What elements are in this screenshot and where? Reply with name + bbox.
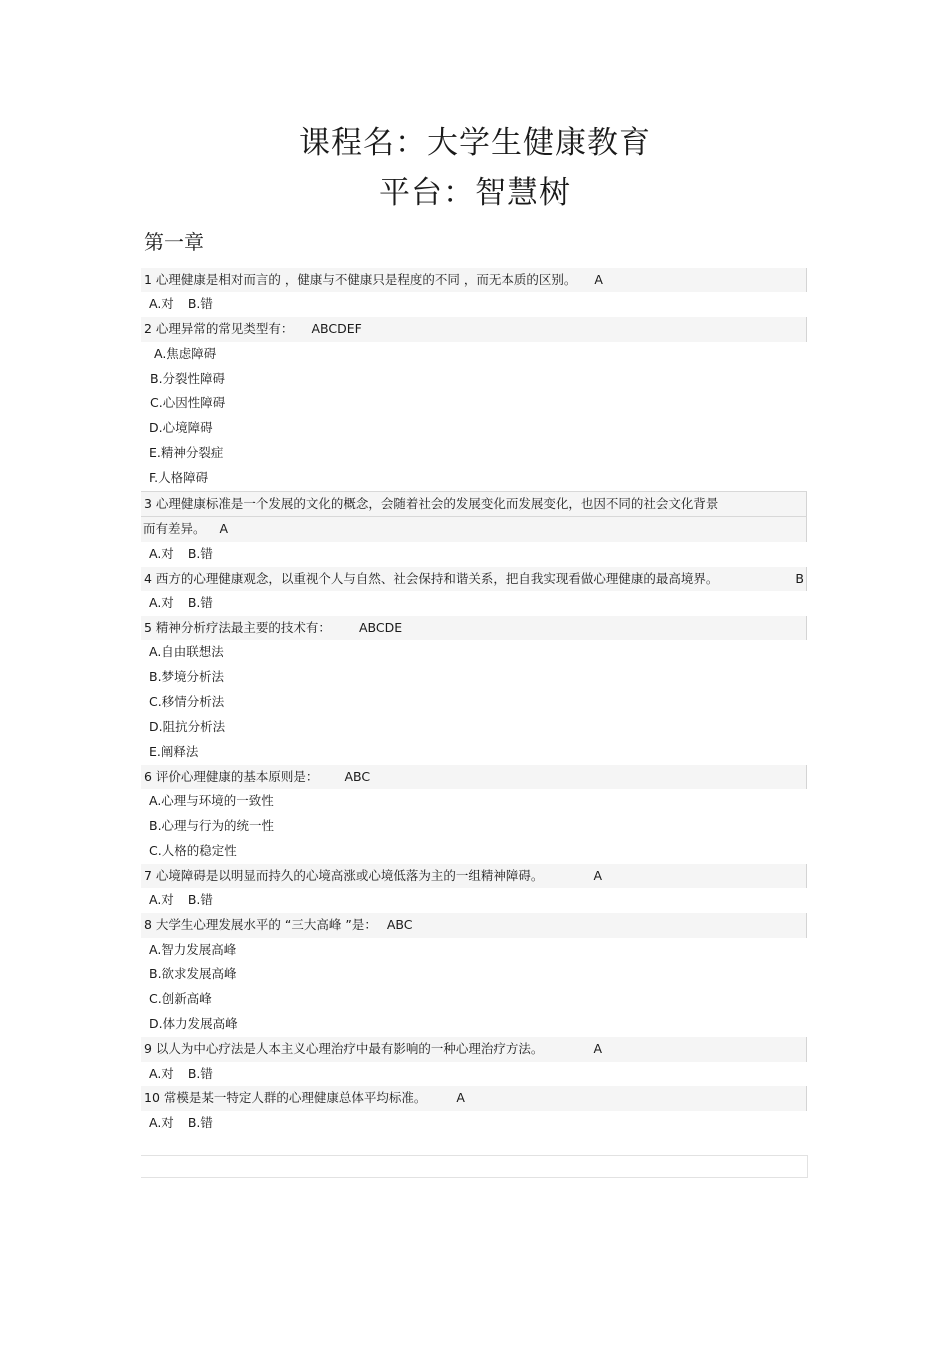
- question-10: [141, 1086, 807, 1110]
- option: C.人格的稳定性: [149, 842, 237, 858]
- option: B.错: [187, 1065, 213, 1081]
- option: A.心理与环境的一致性: [149, 793, 274, 809]
- course-title: 课程名：大学生健康教育: [299, 125, 651, 161]
- answer: A: [456, 1090, 465, 1106]
- question-2: [141, 317, 807, 341]
- question-5: [141, 616, 807, 640]
- option: B.错: [187, 545, 213, 561]
- option: B.错: [187, 296, 213, 312]
- answer: ABCDE: [358, 619, 403, 635]
- option: B.欲求发展高峰: [149, 966, 237, 982]
- option: A.对: [149, 892, 174, 908]
- option: D.阻抗分析法: [149, 719, 226, 735]
- question-1: [141, 268, 807, 292]
- question-text: 1 心理健康是相对而言的 ，健康与不健康只是程度的不同 ，而无本质的区别。: [144, 272, 577, 287]
- option: B.梦境分析法: [149, 669, 225, 685]
- question-text: 8 大学生心理发展水平的 “三大高峰 ”是：: [144, 917, 377, 933]
- option: F.人格障碍: [149, 470, 209, 486]
- question-text: 而有差异。: [143, 521, 206, 537]
- question-9: [141, 1037, 807, 1061]
- answer: ABC: [344, 768, 371, 784]
- question-text: 5 精神分析疗法最主要的技术有：: [144, 619, 331, 635]
- platform-title: 平台：智慧树: [379, 175, 571, 211]
- answer: A: [594, 272, 603, 287]
- option-row: [141, 292, 807, 317]
- answer: ABC: [386, 917, 413, 933]
- question-7: [141, 864, 807, 888]
- option: A.对: [149, 296, 174, 312]
- option: A.智力发展高峰: [149, 941, 237, 957]
- question-text: 4 西方的心理健康观念，以重视个人与自然、社会保持和谐关系，把自我实现看做心理健康的最高境界。: [144, 570, 719, 586]
- option: A.对: [149, 1114, 174, 1130]
- option: A.对: [149, 1065, 174, 1081]
- answer: A: [219, 521, 229, 537]
- option: A.对: [149, 595, 174, 611]
- option: A.自由联想法: [149, 644, 224, 660]
- question-text: 3 心理健康标准是一个发展的文化的概念，会随着社会的发展变化而发展变化，也因不同的社会文化背景: [144, 496, 719, 512]
- question-text: 9 以人为中心疗法是人本主义心理治疗中最有影响的一种心理治疗方法。: [144, 1041, 544, 1057]
- option: B.分裂性障碍: [150, 370, 226, 386]
- question-4: [141, 567, 807, 591]
- option: C.移情分析法: [149, 694, 225, 710]
- question-text: 7 心境障碍是以明显而持久的心境高涨或心境低落为主的一组精神障碍。: [144, 867, 544, 883]
- option: D.心境障碍: [149, 420, 213, 436]
- option: A.对: [149, 545, 174, 561]
- option: B.心理与行为的统一性: [149, 818, 275, 834]
- question-6: [141, 765, 807, 789]
- answer: A: [593, 1041, 602, 1057]
- option-row: [141, 591, 807, 616]
- option: C.创新高峰: [149, 991, 212, 1007]
- question-3: [141, 491, 807, 517]
- option: C.心因性障碍: [150, 395, 226, 411]
- question-text: 6 评价心理健康的基本原则是：: [144, 768, 319, 784]
- question-list: [141, 268, 807, 1136]
- answer: B: [795, 570, 804, 586]
- option: E.阐释法: [149, 743, 199, 759]
- option-row: [141, 1111, 807, 1136]
- option: E.精神分裂症: [149, 445, 224, 461]
- question-text: 10 常模是某一特定人群的心理健康总体平均标准。: [144, 1090, 427, 1106]
- answer: ABCDEF: [311, 321, 362, 337]
- answer: A: [593, 867, 602, 883]
- option-row: [141, 542, 807, 567]
- option-row: [141, 1062, 807, 1087]
- option-row: [141, 888, 807, 913]
- option: B.错: [187, 1114, 213, 1130]
- empty-table-row: [141, 1155, 808, 1178]
- option: A.焦虑障碍: [154, 345, 217, 361]
- question-3-continued: [141, 517, 807, 541]
- question-8: [141, 913, 807, 937]
- chapter-heading: 第一章: [144, 230, 204, 254]
- option: B.错: [187, 892, 213, 908]
- question-text: 2 心理异常的常见类型有：: [144, 321, 294, 337]
- option: B.错: [187, 595, 213, 611]
- option: D.体力发展高峰: [149, 1016, 238, 1032]
